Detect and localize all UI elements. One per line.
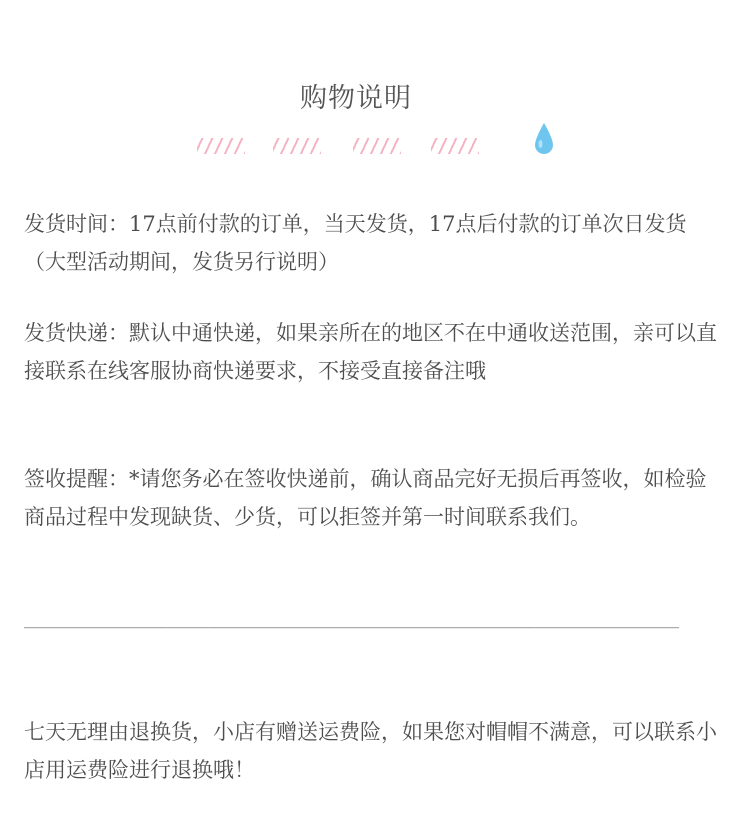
page-title: 购物说明 xyxy=(300,83,412,114)
underscore-divider: ________________________________________________________________ xyxy=(24,609,680,629)
pink-stripe-decoration xyxy=(431,138,479,154)
receipt-reminder-text: 签收提醒：*请您务必在签收快递前，确认商品完好无损后再签收，如检验商品过程中发现缺货、少货，可以拒签并第一时间联系我们。 xyxy=(24,467,707,529)
pink-stripe-decoration xyxy=(353,138,401,154)
water-drop-icon xyxy=(533,122,555,156)
shipping-time-text: 发货时间：17点前付款的订单，当天发货，17点后付款的订单次日发货（大型活动期间，发货另行说明） xyxy=(24,212,687,274)
pink-stripe-decoration xyxy=(273,138,321,154)
courier-text: 发货快递：默认中通快递，如果亲所在的地区不在中通收送范围，亲可以直接联系在线客服协商快递要求，不接受直接备注哦 xyxy=(24,321,717,383)
returns-policy-text: 七天无理由退换货，小店有赠送运费险，如果您对帽帽不满意，可以联系小店用运费险进行退换哦！ xyxy=(24,720,717,782)
pink-stripe-decoration xyxy=(197,138,245,154)
